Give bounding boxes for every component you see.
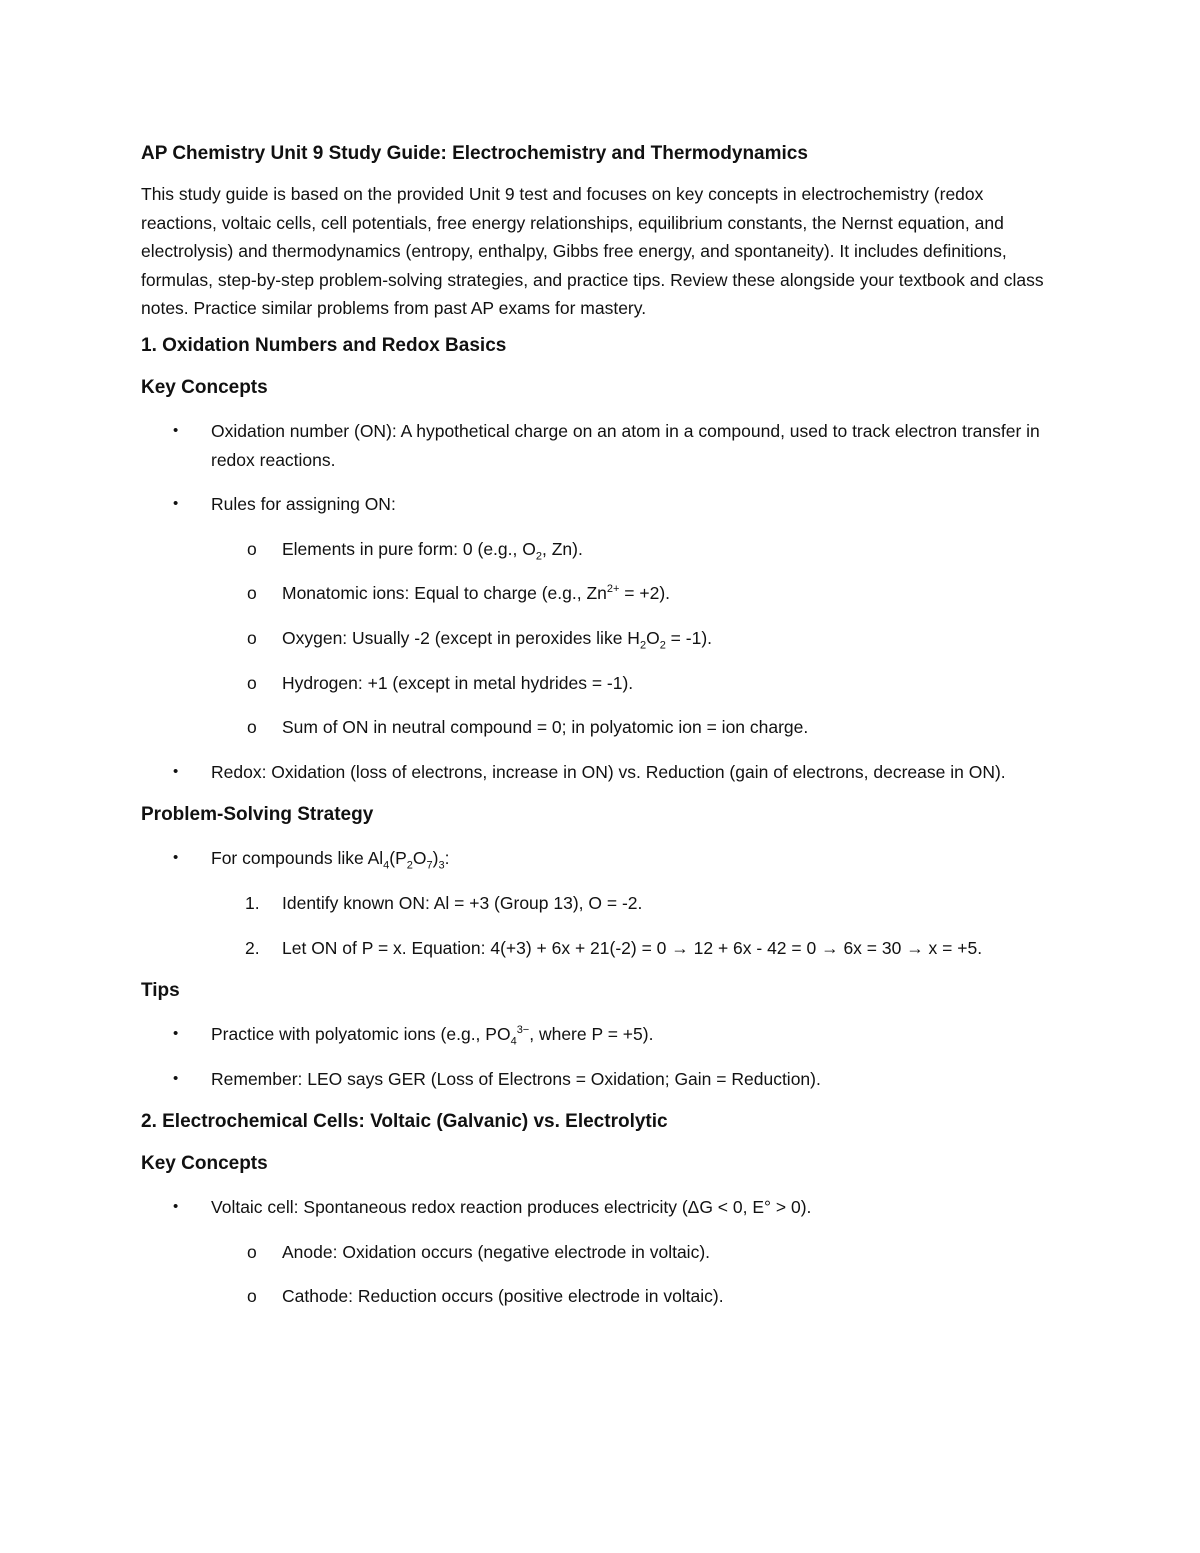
bullet-glyph: • bbox=[173, 1025, 179, 1043]
list-item bbox=[211, 624, 1061, 653]
tip-leo: Remember: LEO says GER (Loss of Electrons = Oxidation; Gain = Reduction). bbox=[211, 1068, 821, 1089]
key-concepts-heading-2: Key Concepts bbox=[141, 1153, 268, 1175]
document-title: AP Chemistry Unit 9 Study Guide: Electrochemistry and Thermodynamics bbox=[141, 143, 808, 164]
bullet-glyph: • bbox=[173, 495, 179, 513]
list-item bbox=[141, 1065, 1061, 1094]
key-concepts-list-1 bbox=[141, 417, 1061, 786]
sub-bullet-glyph: o bbox=[247, 538, 257, 559]
list-item bbox=[211, 1238, 1061, 1267]
rule-pure-form: Elements in pure form: 0 (e.g., $O_2$, Zn). bbox=[282, 538, 583, 563]
list-item bbox=[141, 758, 1061, 787]
intro-paragraph: This study guide is based on the provided Unit 9 test and focuses on key concepts in electrochemistry (redox reactions, voltaic cells, cell potentials, free energy relationships, equilibrium constants, the Nernst equation, and electrolysis) and thermodynamics (entropy, enthalpy, Gibbs free energy, and spontaneity). It includes definitions, formulas, step-by-step problem-solving strategies, and practice tips. Review these alongside your textbook and class notes. Practice similar problems from past AP exams for mastery. bbox=[141, 184, 1044, 319]
list-item bbox=[211, 1282, 1061, 1311]
key-concepts-heading-1: Key Concepts bbox=[141, 376, 268, 398]
list-item bbox=[211, 579, 1061, 608]
tip-polyatomic: Practice with polyatomic ions (e.g., $PO_4^{3-}$, where P = +5). bbox=[211, 1024, 654, 1048]
bullet-glyph: • bbox=[173, 1198, 179, 1216]
strategy-steps bbox=[211, 889, 1061, 962]
bullet-glyph: • bbox=[173, 421, 179, 439]
tips-heading: Tips bbox=[141, 980, 180, 1002]
rules-list bbox=[211, 535, 1061, 742]
section-heading-2: 2. Electrochemical Cells: Voltaic (Galvanic) vs. Electrolytic bbox=[141, 1111, 668, 1133]
bullet-glyph: • bbox=[173, 1069, 179, 1087]
list-item bbox=[141, 417, 1061, 474]
bullet-glyph: • bbox=[173, 849, 179, 867]
rule-hydrogen: Hydrogen: +1 (except in metal hydrides = -1). bbox=[282, 672, 634, 693]
key-concepts-list-2 bbox=[141, 1193, 1061, 1311]
sub-bullet-glyph: o bbox=[247, 672, 257, 693]
rule-monatomic: Monatomic ions: Equal to charge (e.g., $Zn^{2+} = +2$). bbox=[282, 583, 671, 604]
step-number: 1. bbox=[245, 892, 260, 913]
document-page bbox=[141, 141, 1061, 1327]
list-item bbox=[141, 1020, 1061, 1049]
list-item bbox=[211, 535, 1061, 564]
list-item bbox=[211, 934, 1061, 963]
sub-bullet-glyph: o bbox=[247, 717, 257, 738]
rules-heading: Rules for assigning ON: bbox=[211, 494, 396, 515]
electrode-list bbox=[211, 1238, 1061, 1311]
sub-bullet-glyph: o bbox=[247, 627, 257, 648]
sub-bullet-glyph: o bbox=[247, 1286, 257, 1307]
strategy-list bbox=[141, 844, 1061, 962]
step-text: Let ON of P = x. Equation: 4(+3) + 6x + 21(-2) = 0 → 12 + 6x - 42 = 0 → 6x = 30 → x = +5. bbox=[282, 937, 983, 958]
tips-list bbox=[141, 1020, 1061, 1093]
list-item bbox=[211, 889, 1061, 918]
bullet-glyph: • bbox=[173, 762, 179, 780]
anode-definition: Anode: Oxidation occurs (negative electrode in voltaic). bbox=[282, 1241, 711, 1262]
cathode-definition: Cathode: Reduction occurs (positive electrode in voltaic). bbox=[282, 1286, 724, 1307]
list-item bbox=[211, 713, 1061, 742]
rule-sum: Sum of ON in neutral compound = 0; in polyatomic ion = ion charge. bbox=[282, 717, 809, 738]
on-definition: Oxidation number (ON): A hypothetical charge on an atom in a compound, used to track electron transfer in redox reactions. bbox=[211, 420, 1040, 470]
redox-definition: Redox: Oxidation (loss of electrons, increase in ON) vs. Reduction (gain of electrons, decrease in ON). bbox=[211, 761, 1006, 782]
sub-bullet-glyph: o bbox=[247, 583, 257, 604]
step-text: Identify known ON: Al = +3 (Group 13), O = -2. bbox=[282, 892, 643, 913]
list-item bbox=[141, 1193, 1061, 1311]
sub-bullet-glyph: o bbox=[247, 1241, 257, 1262]
list-item bbox=[141, 844, 1061, 962]
strategy-heading: Problem-Solving Strategy bbox=[141, 804, 374, 826]
section-heading-1: 1. Oxidation Numbers and Redox Basics bbox=[141, 334, 507, 356]
compound-example: For compounds like $Al_4(P_2O_7)_3$: bbox=[211, 848, 450, 872]
step-number: 2. bbox=[245, 937, 260, 958]
voltaic-definition: Voltaic cell: Spontaneous redox reaction produces electricity (ΔG < 0, E° > 0). bbox=[211, 1197, 812, 1218]
rule-oxygen: Oxygen: Usually -2 (except in peroxides like $H_2O_2 = -1$). bbox=[282, 627, 713, 652]
list-item bbox=[211, 669, 1061, 698]
list-item bbox=[141, 490, 1061, 742]
